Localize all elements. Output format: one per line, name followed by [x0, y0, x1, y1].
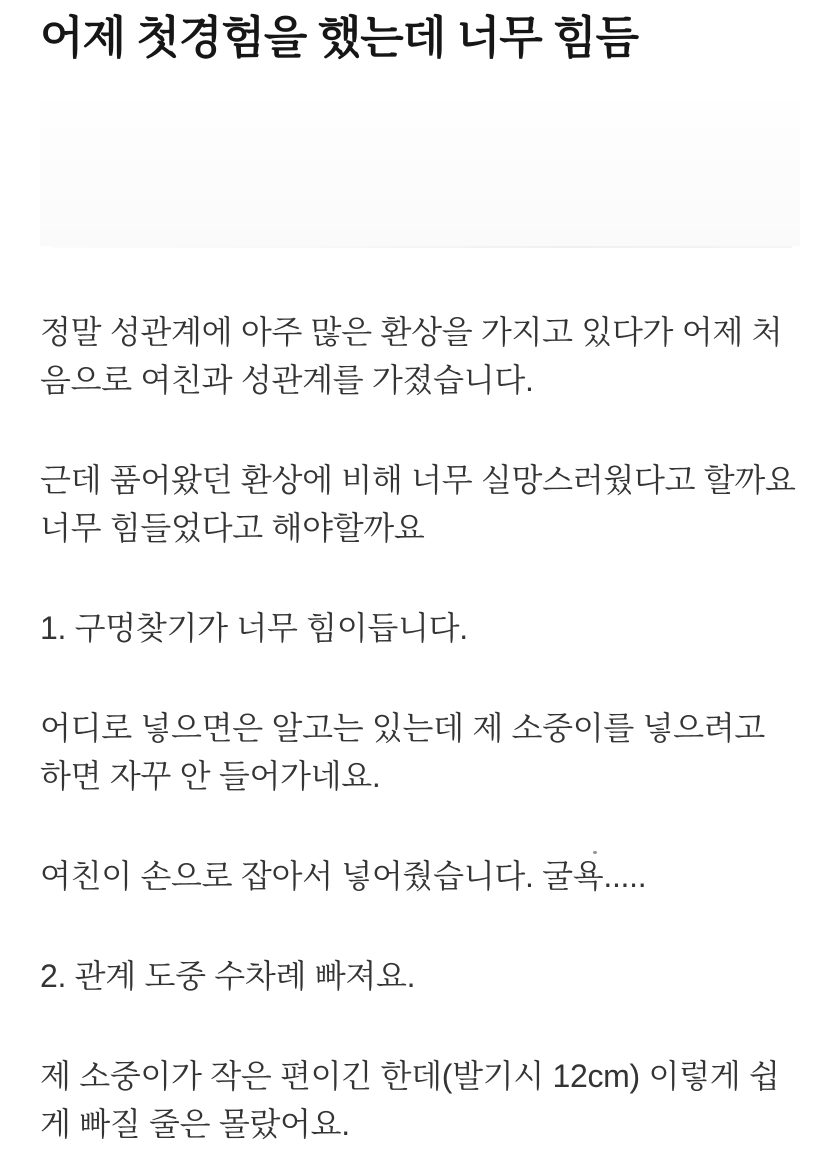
post-title: 어제 첫경험을 했는데 너무 힘듬: [40, 12, 639, 63]
faded-image-bottom-edge: [52, 246, 792, 248]
post-paragraph: 어디로 넣으면은 알고는 있는데 제 소중이를 넣으려고 하면 자꾸 안 들어가네요.: [40, 710, 766, 794]
post-paragraph: 1. 구멍찾기가 너무 힘이듭니다.: [40, 610, 468, 646]
post-paragraph: 2. 관계 도중 수차례 빠져요.: [40, 958, 416, 994]
faded-image-placeholder: [40, 100, 800, 246]
post-paragraph: 여친이 손으로 잡아서 넣어줬습니다. 굴욕.....: [40, 858, 647, 894]
post-body: [40, 308, 804, 1148]
post-paragraph: 정말 성관계에 아주 많은 환상을 가지고 있다가 어제 처음으로 여친과 성관계를 가졌습니다.: [40, 314, 783, 398]
post-paragraph: 근데 품어왔던 환상에 비해 너무 실망스러웠다고 할까요 너무 힘들었다고 해야할까요: [40, 462, 796, 546]
post-paragraph: 제 소중이가 작은 편이긴 한데(발기시 12cm) 이렇게 쉽게 빠질 줄은 몰랐어요.: [40, 1058, 780, 1142]
